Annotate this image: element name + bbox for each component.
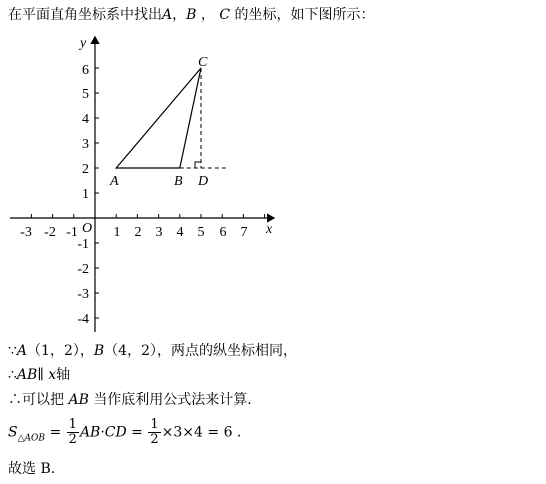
y-tick-label: 3 (82, 137, 89, 152)
x-tick-label: 6 (219, 225, 227, 240)
right-angle-mark (195, 162, 201, 168)
fraction-denominator: 2 (68, 432, 77, 447)
x-tick-label: 4 (176, 225, 184, 240)
y-tick-label: 2 (82, 162, 89, 177)
x-tick-label: -1 (66, 225, 78, 240)
fraction-denominator: 2 (150, 432, 159, 447)
fraction-numerator: 1 (150, 417, 159, 432)
x-axis-label: x (266, 222, 273, 237)
line3-prefix: ∴可以把 (8, 392, 64, 408)
x-tick-label: 5 (197, 225, 205, 240)
y-axis-label: y (80, 36, 87, 51)
y-tick-label: 6 (82, 63, 89, 78)
point-b-name: B (93, 343, 105, 359)
x-tick-label: 1 (113, 225, 121, 240)
fraction-half (148, 418, 160, 447)
fraction-numerator: 1 (68, 417, 77, 432)
segment-ab: AB (16, 367, 38, 383)
point-b-name: B (186, 7, 197, 23)
point-d-label: D (198, 174, 209, 189)
x-tick-label: 2 (134, 225, 142, 240)
area-symbol: S (8, 424, 18, 441)
y-tick-label: -3 (77, 287, 89, 302)
y-tick-label: -2 (77, 262, 89, 277)
problem-suffix: 的坐标，如下图所示： (234, 7, 375, 23)
solution-line-2 (8, 364, 70, 384)
equals-sign: = (45, 424, 66, 441)
y-tick-label: -1 (77, 237, 89, 252)
solution-line-3 (8, 389, 252, 409)
parallel-symbol: ∥ (37, 367, 44, 383)
x-tick-label: -3 (20, 225, 32, 240)
x-tick-label: 3 (155, 225, 163, 240)
x-tick-label: -2 (44, 225, 56, 240)
segment-ab: AB (79, 424, 101, 441)
point-a-name: A (16, 343, 28, 359)
area-subscript: △AOB (17, 433, 46, 444)
separator: ， (196, 7, 215, 23)
separator: ， (172, 7, 187, 23)
y-tick-label: 4 (82, 112, 89, 127)
point-a-coords: （1，2）， (27, 343, 94, 359)
problem-prefix: 在平面直角坐标系中找出 (8, 7, 162, 23)
origin-label: O (82, 221, 93, 236)
point-b-label: B (174, 174, 183, 189)
fraction-half (67, 418, 79, 447)
equals-sign: = (126, 424, 148, 441)
point-b-coords: （4，2），两点的纵坐标相同， (104, 343, 297, 359)
therefore-symbol: ∴ (8, 367, 17, 383)
segment-ab: AB (68, 392, 89, 408)
product-result: ×3×4 = 6 . (161, 424, 242, 441)
segment-cd: CD (104, 424, 127, 441)
y-tick-label: 5 (82, 87, 89, 102)
axis-ticks (31, 68, 264, 318)
triangle-abc (116, 68, 201, 168)
point-c-name: C (219, 7, 231, 23)
solution-line-1 (8, 340, 297, 360)
x-tick-label: 7 (240, 225, 248, 240)
because-symbol: ∵ (8, 343, 17, 359)
axis-word: 轴 (56, 367, 71, 383)
point-c-label: C (198, 55, 208, 70)
answer-line: 故选 B. (8, 461, 56, 477)
dot-operator: · (100, 424, 105, 441)
point-a-name: A (162, 7, 173, 23)
area-formula (8, 418, 241, 447)
y-tick-label: 1 (82, 187, 89, 202)
line3-suffix: 当作底利用公式法来计算. (93, 392, 252, 408)
point-a-label: A (110, 174, 119, 189)
axis-name: x (48, 367, 57, 383)
y-tick-label: -4 (77, 312, 89, 327)
